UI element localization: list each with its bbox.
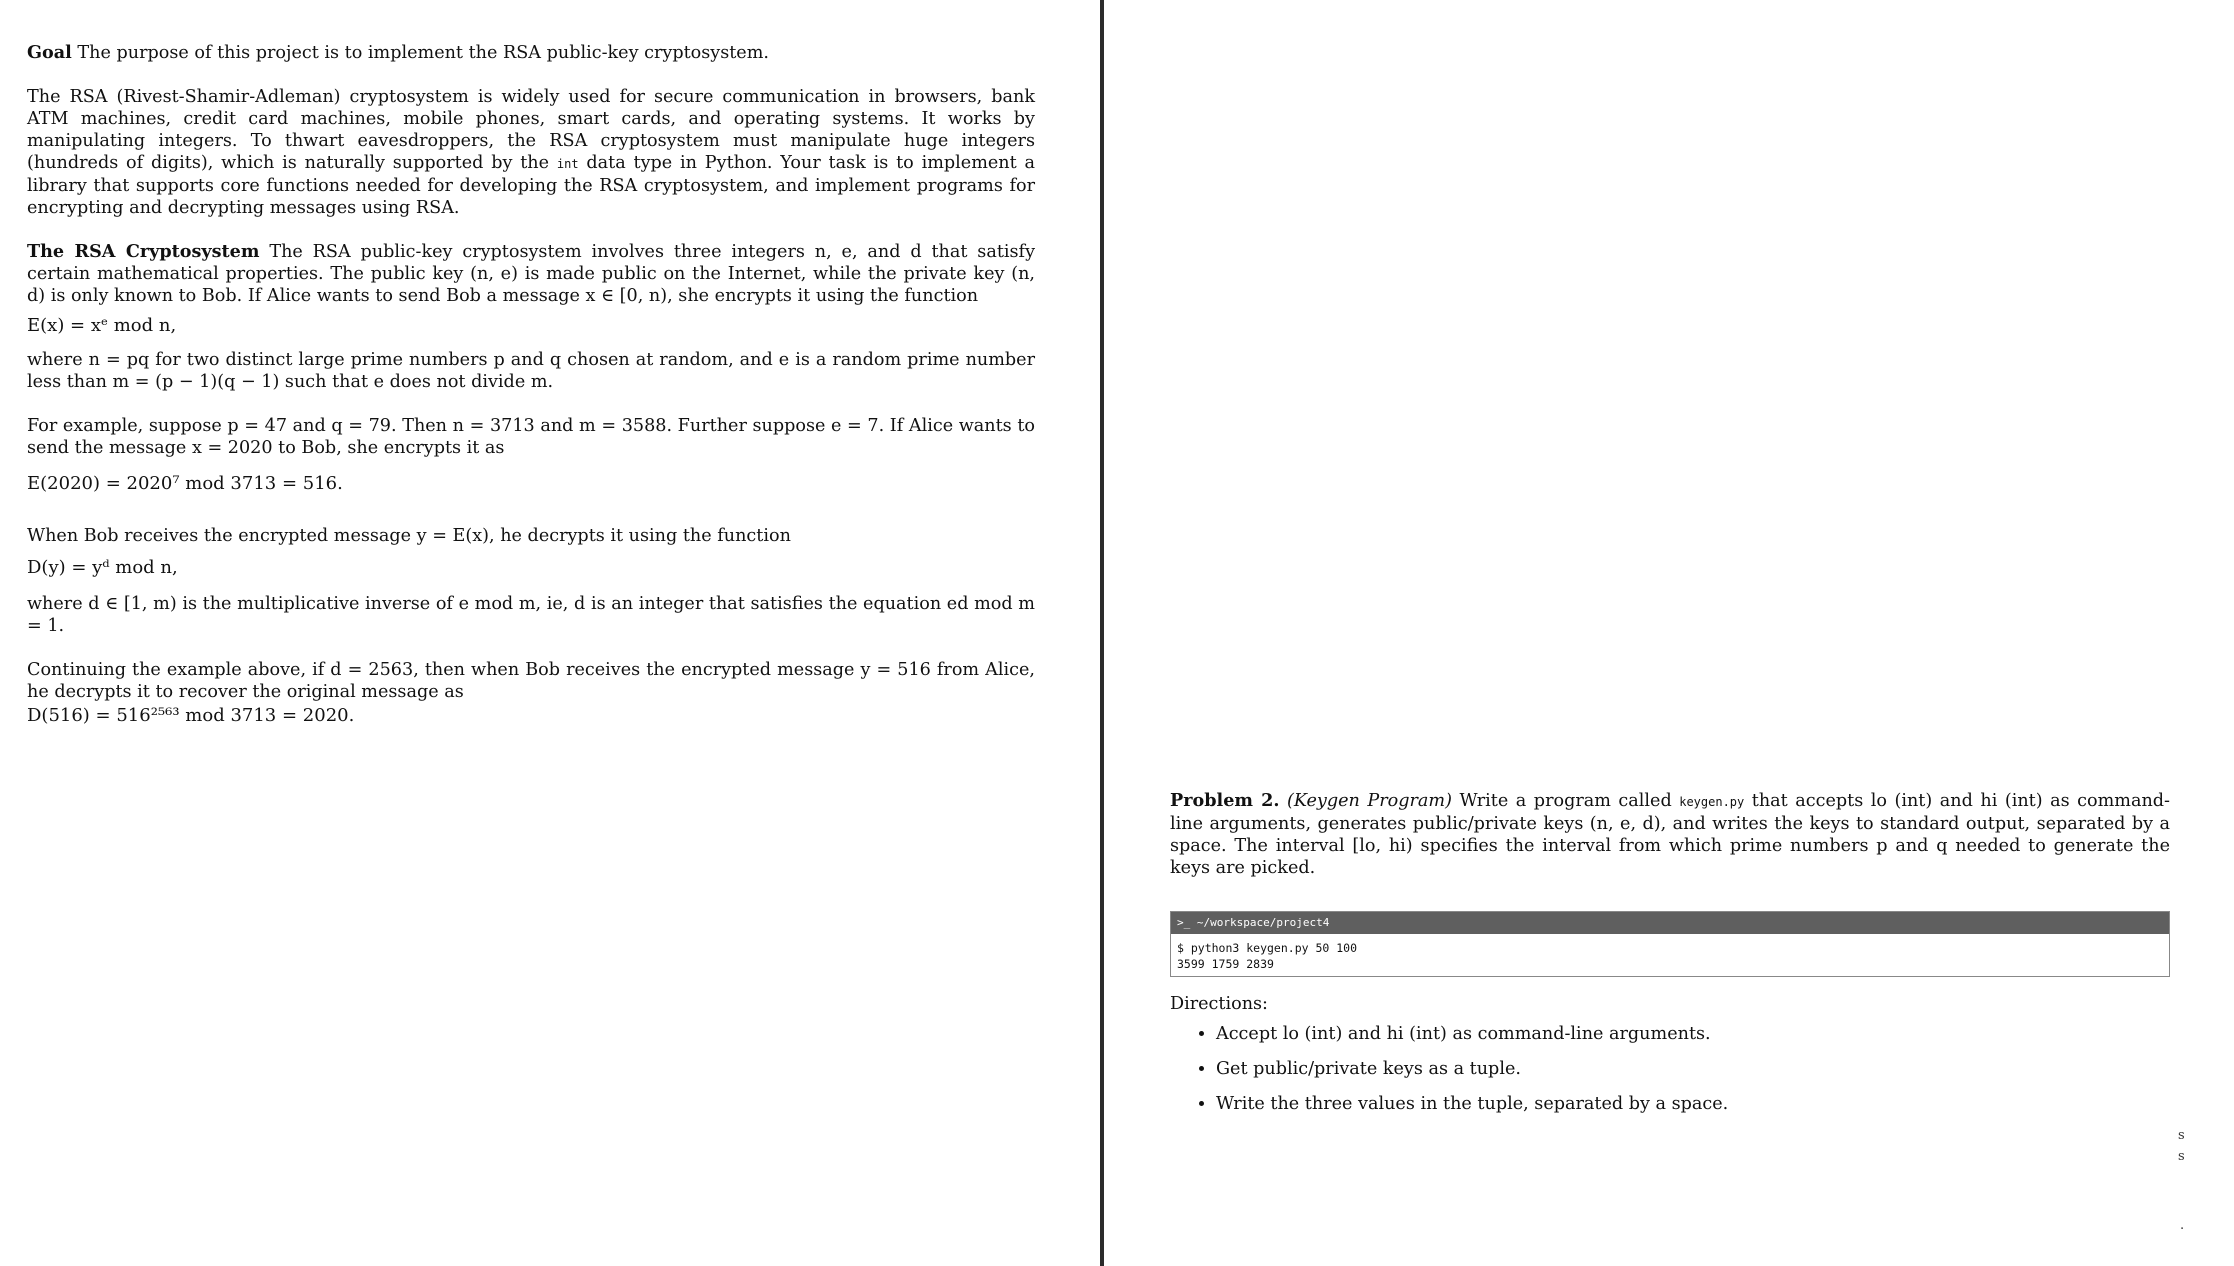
direction-item: • Write the three values in the tuple, separated by a space. [1216,1093,2170,1115]
decrypt-equation: D(y) = yᵈ mod n, [27,557,178,578]
margin-mark: . [2180,1218,2185,1233]
direction-item: • Get public/private keys as a tuple. [1216,1058,2170,1080]
rsa-heading: The RSA Cryptosystem [27,241,260,262]
goal-text: The purpose of this project is to implement the RSA public-key cryptosystem. [71,43,769,63]
rsa-paragraph [27,241,1035,307]
keygen-code: keygen.py [1679,795,1745,809]
direction-item: • Accept lo (int) and hi (int) as command-line arguments. [1216,1023,2170,1045]
intro-text-1: The RSA (Rivest-Shamir-Adleman) cryptosystem is widely used for secure communication in browsers, bank ATM machines, credit card machines, mobile phones, smart cards, and operating systems. It works by manipulating integers. To thwart eavesdroppers, the RSA cryptosystem must manipulate huge integers (hundreds of digits), which is naturally supported by the [27,87,1035,173]
left-page [0,0,1100,1266]
example-equation: E(2020) = 2020⁷ mod 3713 = 516. [27,473,343,494]
continuing-paragraph: Continuing the example above, if d = 2563, then when Bob receives the encrypted message y = 516 from Alice, he decrypts it to recover the original message as [27,660,1035,702]
problem-label: Problem 2. [1170,790,1280,811]
rsa-text: The RSA public-key cryptosystem involves three integers n, e, and d that satisfy certain mathematical properties. The public key (n, e) is made public on the Internet, while the private key (n, d) is only known to Bob. If Alice wants to send Bob a message x ∈ [0, n), she encrypts it using the function [27,242,1036,306]
right-column [1170,790,2170,1128]
where-n-paragraph: where n = pq for two distinct large prime numbers p and q chosen at random, and e is a random prime number less than m = (p − 1)(q − 1) such that e does not divide m. [27,350,1035,392]
directions-label: Directions: [1170,994,1268,1014]
terminal-body [1171,934,2169,976]
terminal-window [1170,911,2170,977]
margin-mark: s [2178,1128,2185,1143]
recover-equation: D(516) = 516²⁵⁶³ mod 3713 = 2020. [27,705,355,726]
intro-paragraph [27,86,1035,219]
decrypt-intro-paragraph: When Bob receives the encrypted message y = E(x), he decrypts it using the function [27,526,791,546]
intro-text-2: data type in Python. Your task is to implement a library that supports core functions needed for developing the RSA cryptosystem, and implement programs for encrypting and decrypting messages using RSA. [27,153,1035,218]
problem-title: (Keygen Program) [1286,791,1452,811]
int-code: int [556,157,579,171]
where-d-paragraph: where d ∈ [1, m) is the multiplicative inverse of e mod m, ie, d is an integer that satisfies the equation ed mod m = 1. [27,594,1035,636]
terminal-output: 3599 1759 2839 [1177,957,1274,971]
encrypt-equation: E(x) = xᵉ mod n, [27,315,177,336]
example-paragraph: For example, suppose p = 47 and q = 79. Then n = 3713 and m = 3588. Further suppose e = 7. If Alice wants to send the message x = 2020 to Bob, she encrypts it as [27,416,1035,458]
problem-text-1: Write a program called [1451,791,1680,811]
terminal-title: >_ ~/workspace/project4 [1171,912,2169,934]
problem-paragraph [1170,790,2170,879]
right-page [1104,0,2234,1266]
margin-mark: s [2178,1149,2185,1164]
left-column [27,42,1035,749]
directions-list [1170,1023,2170,1115]
problem-text-2: that accepts lo (int) and hi (int) as command-line arguments, generates public/private keys (n, e, d), and writes the keys to standard output, separated by a space. The interval [lo, hi) specifies the interval from which prime numbers p and q needed to generate the keys are picked. [1170,791,2170,878]
terminal-command: $ python3 keygen.py 50 100 [1177,941,1358,955]
goal-paragraph [27,42,1035,64]
goal-heading: Goal [27,42,72,63]
